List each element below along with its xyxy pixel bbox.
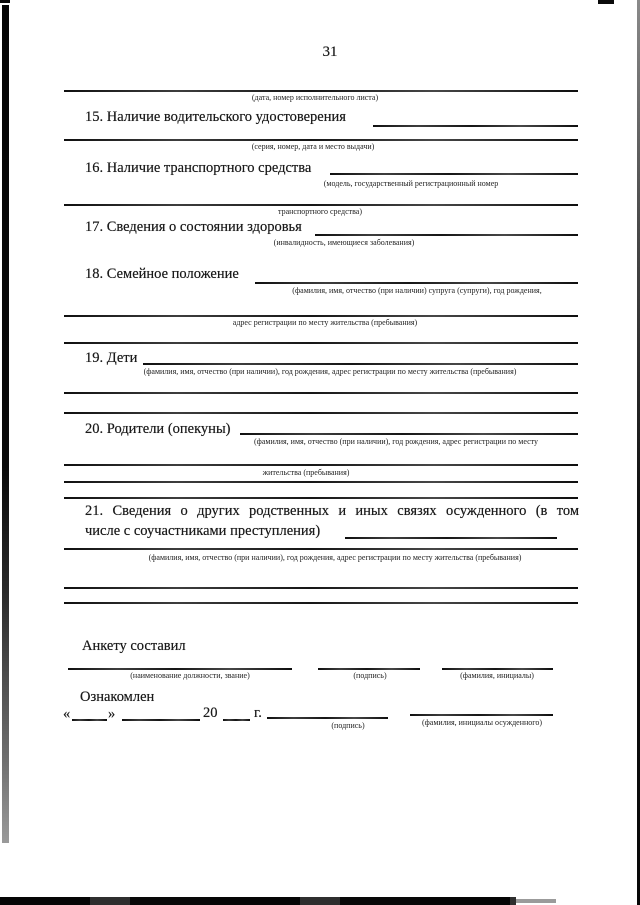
item-21-caption: (фамилия, имя, отчество (при наличии), год рождения, адрес регистрации по месту жительства (пребывания) <box>148 553 522 562</box>
fill-line <box>64 315 578 317</box>
item-15-caption: (серия, номер, дата и место выдачи) <box>251 142 375 151</box>
fill-line <box>64 204 578 206</box>
item-21-label-line1: 21. Сведения о других родственных и иных связях осужденного (в том <box>85 503 579 519</box>
scan-artifact-top-left <box>0 0 10 3</box>
signature-line-signature <box>318 668 420 670</box>
signature2-caption: (подпись) <box>331 721 365 730</box>
fill-line <box>64 412 578 414</box>
item-19-label: 19. Дети <box>85 350 138 366</box>
name2-caption: (фамилия, инициалы осужденного) <box>421 718 543 727</box>
item-20-label: 20. Родители (опекуны) <box>85 421 231 437</box>
fill-line <box>64 587 578 589</box>
signature-line-acknowledged <box>267 717 388 719</box>
fill-line <box>64 464 578 466</box>
scan-artifact-left-edge <box>2 5 9 843</box>
item-18-caption-1: (фамилия, имя, отчество (при наличии) супруга (супруги), год рождения, <box>292 286 542 295</box>
date-year-suffix: г. <box>254 705 262 721</box>
scan-artifact-top-right <box>598 0 614 4</box>
name-caption: (фамилия, инициалы) <box>460 671 534 680</box>
acknowledged-label: Ознакомлен <box>80 689 155 705</box>
compiled-by-label: Анкету составил <box>82 638 186 654</box>
fill-line <box>64 392 578 394</box>
signature-line-name <box>442 668 553 670</box>
fill-line <box>64 90 578 92</box>
item-17-label: 17. Сведения о состоянии здоровья <box>85 219 302 235</box>
fill-line <box>64 602 578 604</box>
date-quote-open: « <box>63 706 71 722</box>
fill-line <box>255 282 578 284</box>
fill-line <box>373 125 578 127</box>
item-21-label-line2: числе с соучастниками преступления) <box>85 523 321 539</box>
fill-line <box>64 497 578 499</box>
date-quote-close: » <box>108 706 116 722</box>
item-16-label: 16. Наличие транспортного средства <box>85 160 312 176</box>
top-caption: (дата, номер исполнительного листа) <box>251 93 379 102</box>
fill-line <box>143 363 578 365</box>
scan-artifact-bottom-edge-gray <box>516 899 556 903</box>
fill-line <box>64 548 578 550</box>
date-year-line <box>223 719 250 721</box>
item-20-caption-1: (фамилия, имя, отчество (при наличии), год рождения, адрес регистрации по месту <box>253 437 539 446</box>
signature-line-convict-name <box>410 714 553 716</box>
item-20-caption-2: жительства (пребывания) <box>262 468 350 477</box>
page-number: 31 <box>322 44 338 60</box>
item-19-caption: (фамилия, имя, отчество (при наличии), год рождения, адрес регистрации по месту жительства (пребывания) <box>143 367 517 376</box>
signature-line-position <box>68 668 292 670</box>
scan-artifact-bottom-edge <box>0 897 516 905</box>
fill-line <box>345 537 557 539</box>
date-day-line <box>72 719 107 721</box>
position-caption: (наименование должности, звание) <box>130 671 250 680</box>
item-15-label: 15. Наличие водительского удостоверения <box>85 109 346 125</box>
item-16-caption-1: (модель, государственный регистрационный номер <box>323 179 499 188</box>
fill-line <box>64 481 578 483</box>
fill-line <box>330 173 578 175</box>
date-year-prefix: 20 <box>203 705 218 721</box>
fill-line <box>64 342 578 344</box>
fill-line <box>315 234 578 236</box>
fill-line <box>64 139 578 141</box>
item-17-caption: (инвалидность, имеющиеся заболевания) <box>273 238 415 247</box>
fill-line <box>240 433 578 435</box>
item-16-caption-2: транспортного средства) <box>277 207 363 216</box>
item-18-label: 18. Семейное положение <box>85 266 239 282</box>
item-18-caption-2: адрес регистрации по месту жительства (пребывания) <box>232 318 418 327</box>
date-month-line <box>122 719 200 721</box>
signature-caption: (подпись) <box>353 671 387 680</box>
